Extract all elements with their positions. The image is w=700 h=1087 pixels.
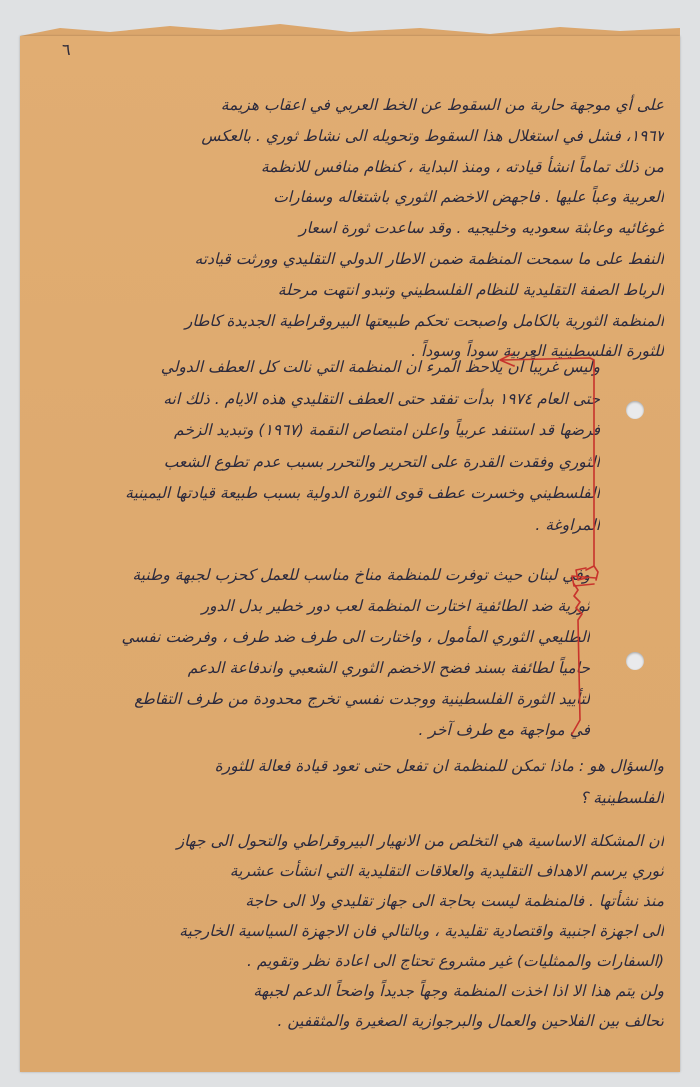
text-line: على أي موجهة حاربة من السقوط عن الخط العربي في اعقاب هزيمة xyxy=(220,96,664,114)
text-line: المراوغة . xyxy=(535,515,600,534)
text-line: الفلسطيني وخسرت عطف قوى الثورة الدولية بسبب طبيعة قيادتها اليمينية xyxy=(125,484,600,502)
text-line: الفلسطينية ؟ xyxy=(579,789,664,807)
text-line: حامياً لطائفة بسند فضح الاخضم الثوري الشعبي واندفاعة الدعم xyxy=(187,659,590,677)
text-line: من ذلك تماماً انشأ قيادته ، ومنذ البداية ، كنظام منافس للانظمة xyxy=(260,157,664,176)
text-line: الرباط الصفة التقليدية للنظام الفلسطيني وتبدو انتهت مرحلة xyxy=(277,280,664,299)
paragraph-5 xyxy=(40,826,664,1036)
text-line: ولن يتم هذا الا اذا اخذت المنظمة وجهاً جديداً واضحاً الدعم لجبهة xyxy=(253,982,664,1000)
text-line: للثورة الفلسطينية العربية سوداً وسوداً . xyxy=(411,342,664,361)
text-line: وفي لبنان حيث توفرت للمنظمة مناخ مناسب للعمل كحزب لجبهة وطنية xyxy=(132,566,590,584)
text-line: حتى العام ١٩٧٤ بدأت تفقد حتى العطف التقليدي هذه الايام . ذلك انه xyxy=(163,389,600,408)
text-line: في مواجهة مع طرف آخر . xyxy=(418,721,590,739)
text-line: النفط على ما سمحت المنظمة ضمن الاطار الدولي التقليدي وورثت قيادته xyxy=(194,249,664,268)
page-number: ٦ xyxy=(62,40,71,59)
text-line: الثوري وفقدت القدرة على التحرير والتحرر بسبب عدم تطوع الشعب xyxy=(163,452,600,471)
text-line: وليس غريباً ان يلاحظ المرء ان المنظمة التي نالت كل العطف الدولي xyxy=(160,358,600,376)
text-line: فرضها قد استنفد عربياً واعلن امتصاص النقمة (١٩٦٧) وتبديد الزخم xyxy=(174,421,600,439)
text-line: غوغائيه وعابثة سعوديه وخليجيه . وقد ساعدت ثورة اسعار xyxy=(299,219,664,238)
text-line: الطليعي الثوري المأمول ، واختارت الى طرف ضد طرف ، وفرضت نفسي xyxy=(121,628,590,646)
punch-hole-lower xyxy=(626,652,644,670)
paragraph-1 xyxy=(40,90,664,367)
margin-bracket-annotation xyxy=(490,340,620,740)
punch-hole-upper xyxy=(626,401,644,419)
text-line: ثورية ضد الطائفية اختارت المنظمة لعب دور خطير بدل الدور xyxy=(201,597,590,615)
text-line: العربية وعباً عليها . فاجهض الاخضم الثوري باشتغاله وسفارات xyxy=(273,188,664,207)
text-line: ١٩٦٧، فشل في استغلال هذا السقوط وتحويله الى نشاط ثوري . بالعكس xyxy=(201,126,664,145)
text-line: تحالف بين الفلاحين والعمال والبرجوازية الصغيرة والمثقفين . xyxy=(277,1012,664,1030)
text-line: ان المشكلة الاساسية هي التخلص من الانهيار البيروقراطي والتحول الى جهاز xyxy=(176,832,664,850)
text-line: منذ نشأتها . فالمنظمة ليست بحاجة الى جهاز تقليدي ولا الى حاجة xyxy=(245,892,664,910)
text-line: والسؤال هو : ماذا تمكن للمنظمة ان تفعل حتى تعود قيادة فعالة للثورة xyxy=(214,757,664,775)
text-line: الى اجهزة اجنبية واقتصادية تقليدية ، وبالتالي فان الاجهزة السياسية الخارجية xyxy=(179,922,664,940)
text-line: لتأييد الثورة الفلسطينية ووجدت نفسي تخرج محدودة من طرف التقاطع xyxy=(134,690,590,708)
paragraph-4 xyxy=(40,750,664,814)
text-line: ثوري يرسم الاهداف التقليدية والعلاقات التقليدية التي انشأت عشرية xyxy=(229,862,664,880)
text-line: المنظمة الثورية بالكامل واصبحت تحكم طبيعتها البيروقراطية الجديدة كاطار xyxy=(184,311,664,330)
text-line: (السفارات والممثليات) غير مشروع تحتاج الى اعادة نظر وتقويم . xyxy=(247,952,664,970)
